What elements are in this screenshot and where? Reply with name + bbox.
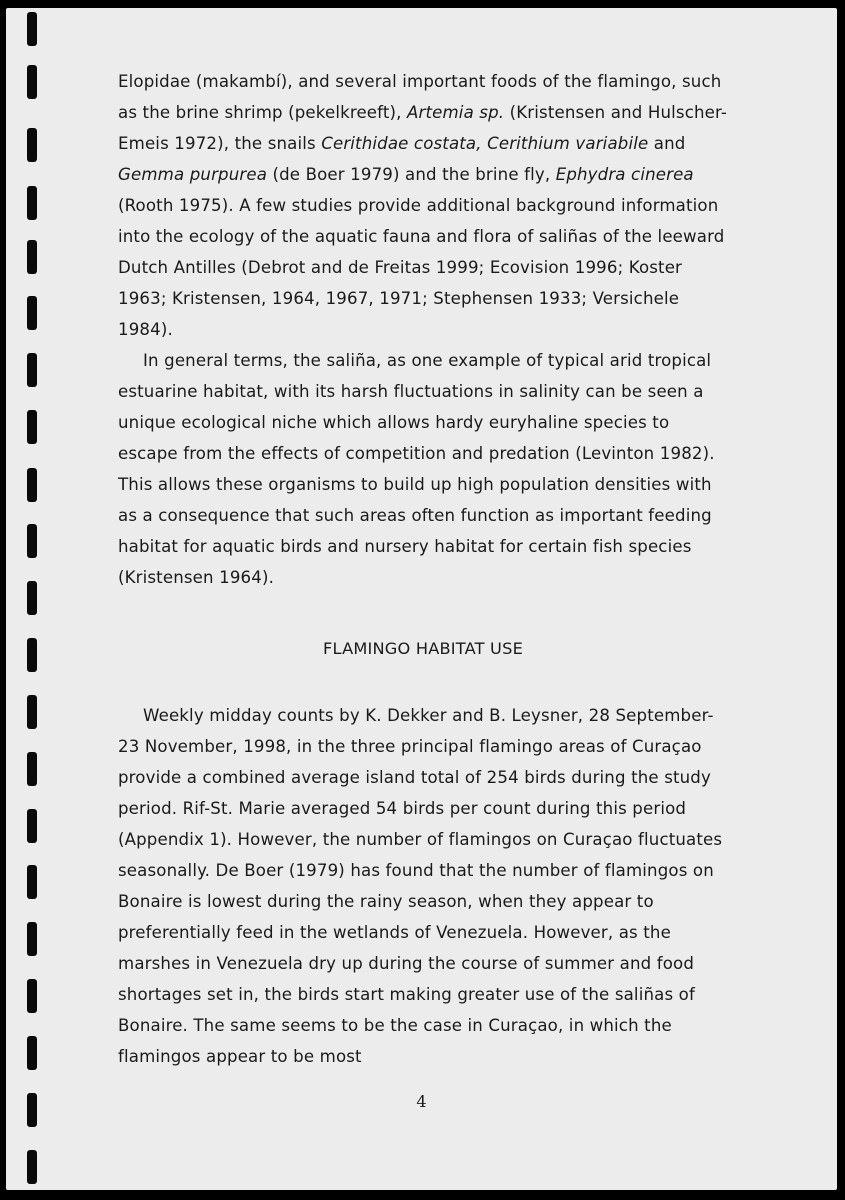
binding-hole	[27, 353, 37, 387]
binding-hole	[27, 1150, 37, 1184]
binding-hole	[27, 468, 37, 502]
binding-hole	[27, 410, 37, 444]
paragraph-text: Elopidae (makambí), and several important foods of the flamingo, such as the brine shrimp (pekelkreeft),	[118, 72, 722, 122]
binding-hole	[27, 296, 37, 330]
binding-hole	[27, 581, 37, 615]
paragraph-1	[118, 66, 728, 345]
species-name: Artemia sp.	[407, 103, 505, 122]
binding-hole	[27, 979, 37, 1013]
binding-hole	[27, 12, 37, 46]
paragraph-text: (Kristensen and Hulscher-Emeis 1972), the snails	[118, 103, 728, 153]
binding-hole	[27, 240, 37, 274]
binding-hole	[27, 186, 37, 220]
paragraph-text: (Rooth 1975). A few studies provide additional background information into the ecology of the aquatic fauna and flora of saliñas of the leeward Dutch Antilles (Debrot and de Freitas 1999; Ecovision 1996; Koster 1963; Kristensen, 1964, 1967, 1971; Stephensen 1933; Versichele 1984).	[118, 196, 725, 339]
binding-hole	[27, 752, 37, 786]
body-text	[118, 66, 728, 1072]
binding-hole	[27, 865, 37, 899]
binding-hole	[27, 1036, 37, 1070]
paragraph-text: (de Boer 1979) and the brine fly,	[267, 165, 556, 184]
species-name: Ephydra cinerea	[555, 165, 694, 184]
paragraph-text: and	[648, 134, 686, 153]
binding-holes	[6, 8, 46, 1190]
paragraph-2: In general terms, the saliña, as one example of typical arid tropical estuarine habitat, with its harsh fluctuations in salinity can be seen a unique ecological niche which allows hardy euryhaline species to escape from the effects of competition and predation (Levinton 1982). This allows these organisms to build up high population densities with as a consequence that such areas often function as important feeding habitat for aquatic birds and nursery habitat for certain fish species (Kristensen 1964).	[118, 351, 715, 587]
paragraph-3: Weekly midday counts by K. Dekker and B. Leysner, 28 September- 23 November, 1998, in the three principal flamingo areas of Curaçao provide a combined average island total of 254 birds during the study period. Rif-St. Marie averaged 54 birds per count during this period (Appendix 1). However, the number of flamingos on Curaçao fluctuates seasonally. De Boer (1979) has found that the number of flamingos on Bonaire is lowest during the rainy season, when they appear to preferentially feed in the wetlands of Venezuela. However, as the marshes in Venezuela dry up during the course of summer and food shortages set in, the birds start making greater use of the saliñas of Bonaire. The same seems to be the case in Curaçao, in which the flamingos appear to be most	[118, 706, 723, 1066]
page-number: 4	[416, 1092, 427, 1111]
binding-hole	[27, 695, 37, 729]
species-name: Cerithidae costata, Cerithium variabile	[321, 134, 649, 153]
binding-hole	[27, 809, 37, 843]
binding-hole	[27, 65, 37, 99]
section-heading: FLAMINGO HABITAT USE	[322, 639, 523, 658]
binding-hole	[27, 638, 37, 672]
binding-hole	[27, 128, 37, 162]
binding-hole	[27, 922, 37, 956]
document-page	[6, 8, 837, 1190]
binding-hole	[27, 524, 37, 558]
species-name: Gemma purpurea	[118, 165, 268, 184]
